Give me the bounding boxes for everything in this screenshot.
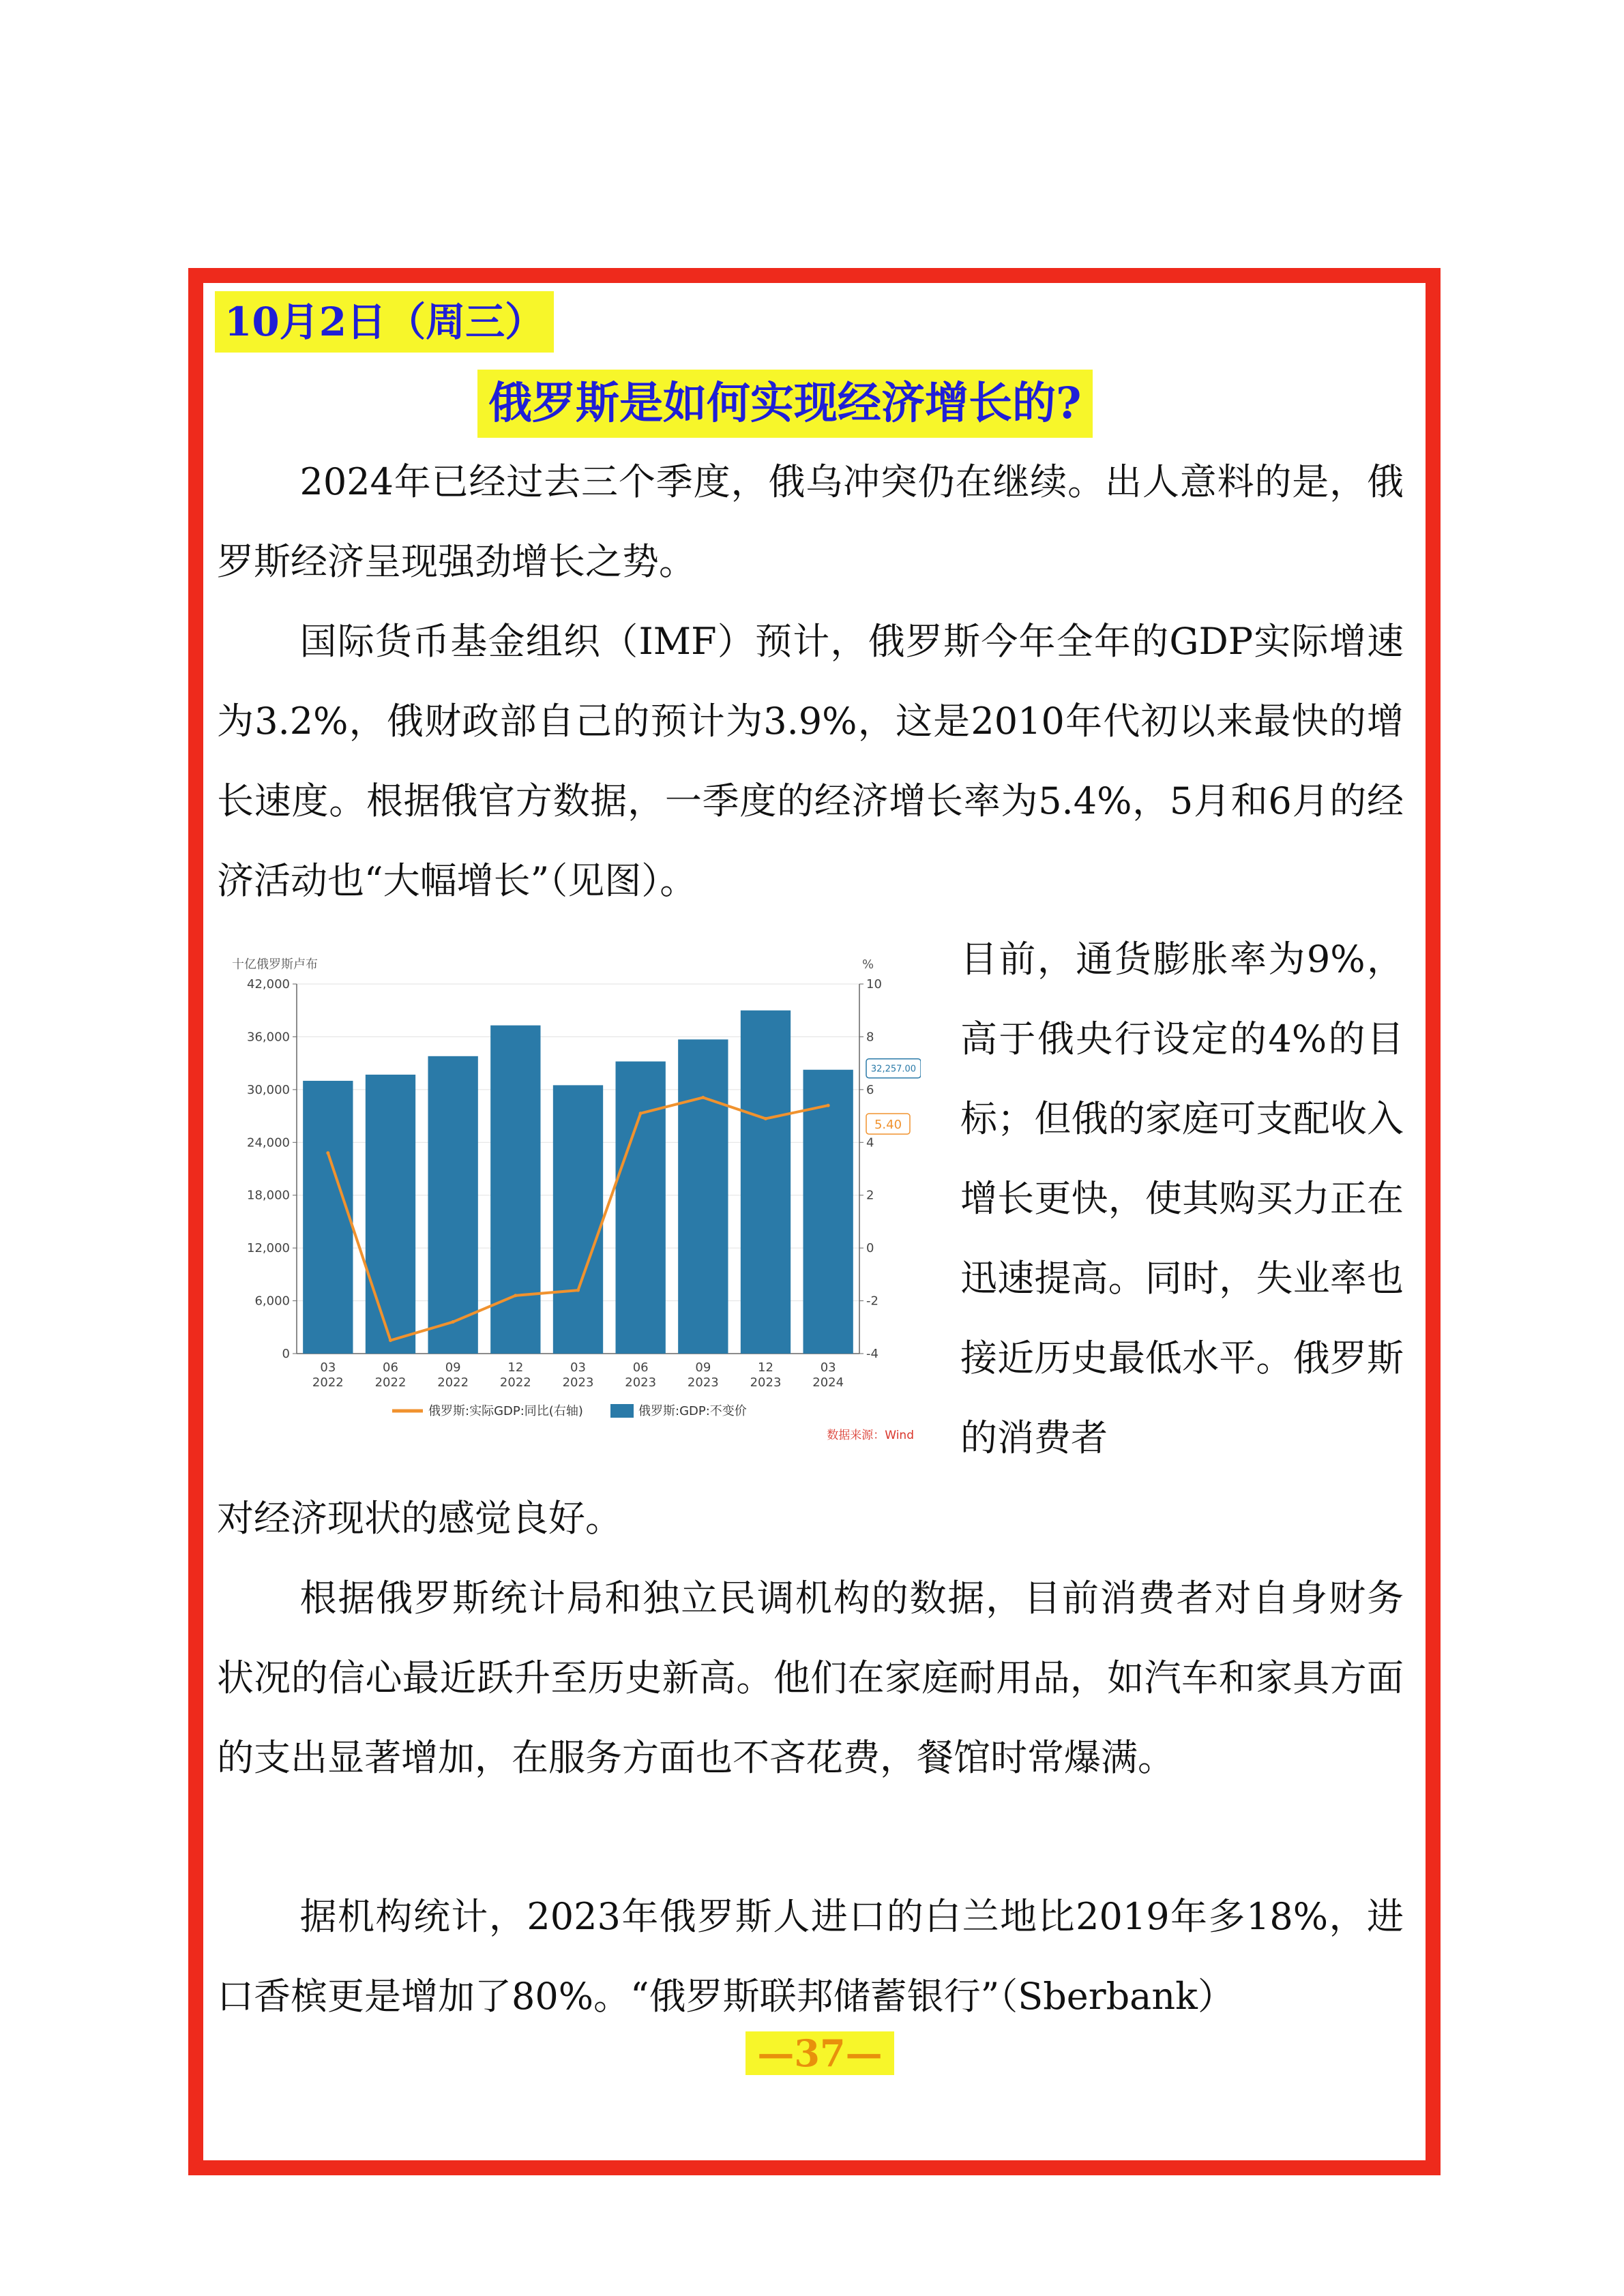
right-tick-label: 10 — [866, 977, 882, 992]
gdp-growth-point — [701, 1096, 705, 1099]
gdp-growth-point — [764, 1117, 767, 1120]
page-number: —37— — [745, 2031, 894, 2075]
right-tick-label: 6 — [866, 1082, 874, 1097]
legend-bar-swatch — [610, 1404, 634, 1418]
right-tick-label: -2 — [866, 1294, 879, 1309]
gdp-bar — [303, 1081, 353, 1354]
x-tick-label: 06 2022 — [374, 1360, 407, 1390]
right-axis-unit: % — [862, 957, 874, 972]
gdp-bar — [428, 1056, 478, 1354]
x-tick-label: 12 2023 — [750, 1360, 782, 1390]
gdp-chart — [225, 944, 921, 1449]
gdp-bar — [366, 1075, 415, 1354]
paragraph-1: 2024年已经过去三个季度，俄乌冲突仍在继续。出人意料的是，俄罗斯经济呈现强劲增长之势。 — [217, 460, 1404, 583]
x-tick-label: 09 2023 — [687, 1360, 719, 1390]
paragraph-3: 目前，通货膨胀率为9%，高于俄央行设定的4%的目标；但俄的家庭可支配收入增长更快，使其购买力正在迅速提高。同时，失业率也接近历史最低水平。俄罗斯的消费者 — [960, 938, 1404, 1459]
gdp-growth-point — [514, 1294, 517, 1297]
paragraph-3-continued: 对经济现状的感觉良好。 — [217, 1497, 622, 1540]
left-tick-label: 18,000 — [247, 1188, 290, 1203]
left-tick-label: 30,000 — [247, 1082, 290, 1097]
right-tick-label: 4 — [866, 1135, 874, 1150]
right-tick-label: -4 — [866, 1347, 879, 1361]
left-tick-label: 24,000 — [247, 1135, 290, 1150]
gdp-growth-point — [576, 1289, 580, 1292]
left-tick-label: 0 — [282, 1347, 290, 1361]
gdp-bar — [803, 1070, 853, 1354]
paragraph-4: 根据俄罗斯统计局和独立民调机构的数据，目前消费者对自身财务状况的信心最近跃升至历史新高。他们在家庭耐用品，如汽车和家具方面的支出显著增加，在服务方面也不吝花费，餐馆时常爆满。 — [217, 1577, 1404, 1779]
data-source: 数据来源：Wind — [827, 1429, 914, 1442]
left-tick-label: 42,000 — [247, 977, 290, 992]
x-tick-label: 06 2023 — [625, 1360, 657, 1390]
gdp-growth-point — [827, 1104, 830, 1107]
right-tick-label: 0 — [866, 1241, 874, 1256]
legend-line-label: 俄罗斯:实际GDP:同比(右轴) — [428, 1404, 583, 1418]
paragraph-5: 据机构统计，2023年俄罗斯人进口的白兰地比2019年多18%，进口香槟更是增加了80%。“俄罗斯联邦储蓄银行”（Sberbank） — [217, 1895, 1404, 2018]
gdp-bar — [616, 1062, 666, 1354]
legend-bar-label: 俄罗斯:GDP:不变价 — [638, 1404, 747, 1418]
x-tick-label: 09 2022 — [437, 1360, 469, 1390]
gdp-growth-point — [389, 1339, 392, 1342]
x-tick-label: 03 2024 — [812, 1360, 844, 1390]
bar-end-label: 32,257.00 — [870, 1064, 917, 1075]
article-title: 俄罗斯是如何实现经济增长的? — [477, 370, 1093, 438]
left-tick-label: 36,000 — [247, 1030, 290, 1045]
gdp-bar — [553, 1085, 603, 1354]
gdp-growth-point — [326, 1151, 329, 1154]
x-tick-label: 03 2023 — [562, 1360, 594, 1390]
gdp-growth-point — [639, 1112, 643, 1115]
x-tick-label: 03 2022 — [312, 1360, 344, 1390]
x-tick-label: 12 2022 — [499, 1360, 531, 1390]
paragraph-2: 国际货币基金组织（IMF）预计，俄罗斯今年全年的GDP实际增速为3.2%，俄财政部自己的预计为3.9%，这是2010年代初以来最快的增长速度。根据俄官方数据，一季度的经济增长率为5.4%，5月和6月的经济活动也“大幅增长”（见图）。 — [217, 620, 1404, 902]
left-axis-unit: 十亿俄罗斯卢布 — [232, 957, 318, 972]
line-end-label: 5.40 — [874, 1118, 902, 1133]
left-tick-label: 12,000 — [247, 1241, 290, 1256]
date-label: 10月2日（周三） — [215, 291, 554, 353]
gdp-bar — [741, 1011, 791, 1354]
gdp-bar — [678, 1039, 728, 1354]
left-tick-label: 6,000 — [254, 1294, 290, 1309]
right-tick-label: 8 — [866, 1030, 874, 1045]
gdp-growth-point — [452, 1320, 455, 1324]
right-tick-label: 2 — [866, 1188, 874, 1203]
